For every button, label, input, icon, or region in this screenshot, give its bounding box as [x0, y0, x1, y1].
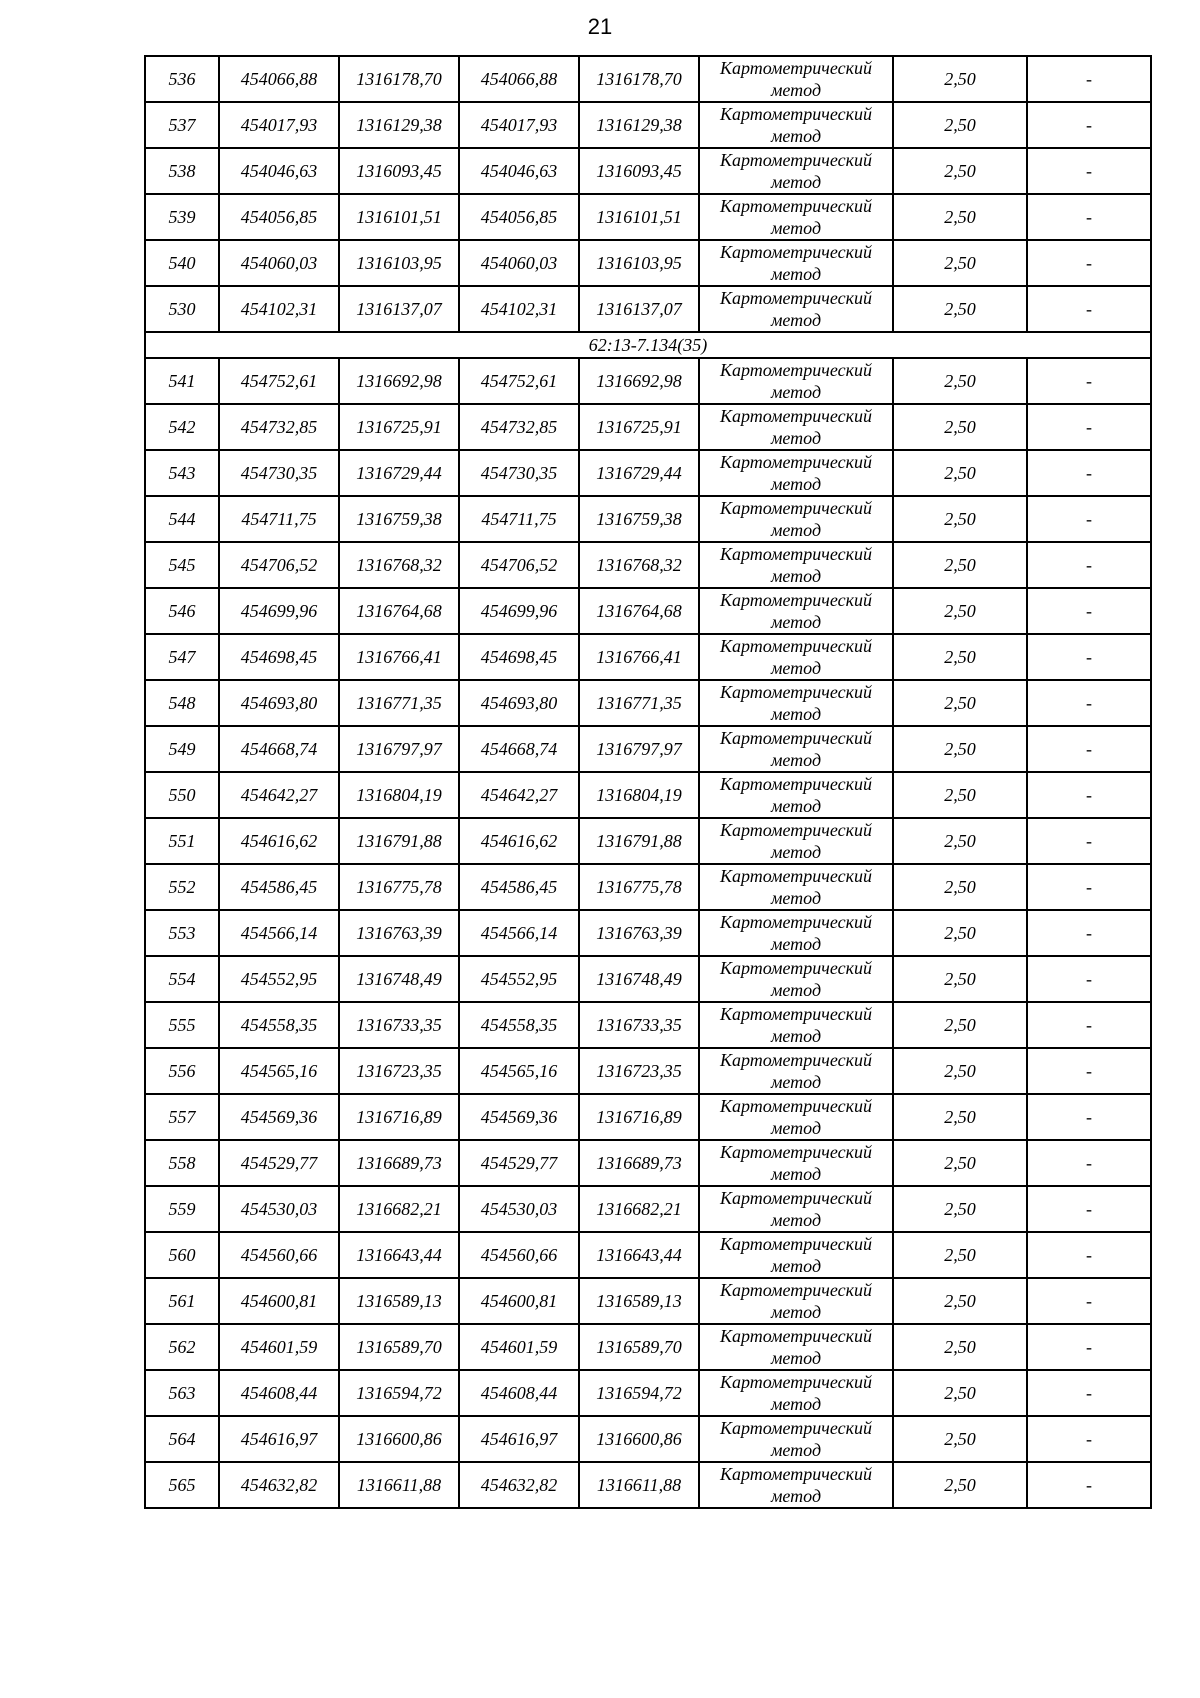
note-cell: -: [1027, 450, 1151, 496]
y-new-cell: 1316804,19: [579, 772, 699, 818]
accuracy-cell: 2,50: [893, 818, 1027, 864]
y-new-cell: 1316725,91: [579, 404, 699, 450]
table-row: [145, 1232, 1151, 1278]
table-row: [145, 772, 1151, 818]
accuracy-cell: 2,50: [893, 1416, 1027, 1462]
x-new-cell: 454600,81: [459, 1278, 579, 1324]
method-cell: Картометрический метод: [699, 148, 893, 194]
point-number-cell: 564: [145, 1416, 219, 1462]
table-row: [145, 496, 1151, 542]
accuracy-cell: 2,50: [893, 1140, 1027, 1186]
note-cell: -: [1027, 1462, 1151, 1508]
x-existing-cell: 454698,45: [219, 634, 339, 680]
y-new-cell: 1316733,35: [579, 1002, 699, 1048]
note-cell: -: [1027, 1416, 1151, 1462]
y-new-cell: 1316589,70: [579, 1324, 699, 1370]
table-row: [145, 956, 1151, 1002]
y-existing-cell: 1316716,89: [339, 1094, 459, 1140]
x-existing-cell: 454060,03: [219, 240, 339, 286]
note-cell: -: [1027, 56, 1151, 102]
y-existing-cell: 1316797,97: [339, 726, 459, 772]
y-new-cell: 1316729,44: [579, 450, 699, 496]
table-row: [145, 1140, 1151, 1186]
x-new-cell: 454056,85: [459, 194, 579, 240]
table-row: [145, 1324, 1151, 1370]
x-existing-cell: 454693,80: [219, 680, 339, 726]
y-existing-cell: 1316594,72: [339, 1370, 459, 1416]
point-number-cell: 557: [145, 1094, 219, 1140]
x-existing-cell: 454056,85: [219, 194, 339, 240]
x-new-cell: 454642,27: [459, 772, 579, 818]
note-cell: -: [1027, 818, 1151, 864]
y-new-cell: 1316682,21: [579, 1186, 699, 1232]
method-cell: Картометрический метод: [699, 450, 893, 496]
point-number-cell: 543: [145, 450, 219, 496]
x-existing-cell: 454706,52: [219, 542, 339, 588]
y-new-cell: 1316764,68: [579, 588, 699, 634]
y-existing-cell: 1316766,41: [339, 634, 459, 680]
y-new-cell: 1316797,97: [579, 726, 699, 772]
method-cell: Картометрический метод: [699, 680, 893, 726]
table-row: [145, 542, 1151, 588]
point-number-cell: 546: [145, 588, 219, 634]
accuracy-cell: 2,50: [893, 1462, 1027, 1508]
method-cell: Картометрический метод: [699, 634, 893, 680]
y-new-cell: 1316759,38: [579, 496, 699, 542]
table-row: [145, 102, 1151, 148]
accuracy-cell: 2,50: [893, 542, 1027, 588]
x-new-cell: 454608,44: [459, 1370, 579, 1416]
x-existing-cell: 454566,14: [219, 910, 339, 956]
y-existing-cell: 1316600,86: [339, 1416, 459, 1462]
point-number-cell: 549: [145, 726, 219, 772]
accuracy-cell: 2,50: [893, 240, 1027, 286]
point-number-cell: 536: [145, 56, 219, 102]
x-new-cell: 454060,03: [459, 240, 579, 286]
x-existing-cell: 454616,62: [219, 818, 339, 864]
x-new-cell: 454699,96: [459, 588, 579, 634]
x-existing-cell: 454616,97: [219, 1416, 339, 1462]
note-cell: -: [1027, 864, 1151, 910]
point-number-cell: 552: [145, 864, 219, 910]
point-number-cell: 540: [145, 240, 219, 286]
table-row: [145, 286, 1151, 332]
method-cell: Картометрический метод: [699, 102, 893, 148]
accuracy-cell: 2,50: [893, 1094, 1027, 1140]
x-new-cell: 454560,66: [459, 1232, 579, 1278]
note-cell: -: [1027, 910, 1151, 956]
table-row: [145, 588, 1151, 634]
note-cell: -: [1027, 772, 1151, 818]
accuracy-cell: 2,50: [893, 1324, 1027, 1370]
table-row: [145, 56, 1151, 102]
x-new-cell: 454711,75: [459, 496, 579, 542]
method-cell: Картометрический метод: [699, 864, 893, 910]
y-new-cell: 1316791,88: [579, 818, 699, 864]
note-cell: -: [1027, 102, 1151, 148]
method-cell: Картометрический метод: [699, 56, 893, 102]
table-row: [145, 680, 1151, 726]
x-existing-cell: 454046,63: [219, 148, 339, 194]
table-row: [145, 864, 1151, 910]
y-new-cell: 1316101,51: [579, 194, 699, 240]
point-number-cell: 553: [145, 910, 219, 956]
x-existing-cell: 454711,75: [219, 496, 339, 542]
x-new-cell: 454732,85: [459, 404, 579, 450]
y-existing-cell: 1316729,44: [339, 450, 459, 496]
x-new-cell: 454616,97: [459, 1416, 579, 1462]
method-cell: Картометрический метод: [699, 588, 893, 634]
accuracy-cell: 2,50: [893, 56, 1027, 102]
point-number-cell: 530: [145, 286, 219, 332]
section-row: [145, 332, 1151, 358]
point-number-cell: 560: [145, 1232, 219, 1278]
note-cell: -: [1027, 496, 1151, 542]
table-row: [145, 910, 1151, 956]
y-existing-cell: 1316682,21: [339, 1186, 459, 1232]
x-new-cell: 454529,77: [459, 1140, 579, 1186]
table-row: [145, 1416, 1151, 1462]
point-number-cell: 547: [145, 634, 219, 680]
y-existing-cell: 1316103,95: [339, 240, 459, 286]
method-cell: Картометрический метод: [699, 496, 893, 542]
y-existing-cell: 1316775,78: [339, 864, 459, 910]
section-label: 62:13-7.134(35): [145, 332, 1151, 358]
y-new-cell: 1316716,89: [579, 1094, 699, 1140]
table-row: [145, 634, 1151, 680]
y-new-cell: 1316594,72: [579, 1370, 699, 1416]
point-number-cell: 538: [145, 148, 219, 194]
point-number-cell: 558: [145, 1140, 219, 1186]
y-existing-cell: 1316791,88: [339, 818, 459, 864]
accuracy-cell: 2,50: [893, 1232, 1027, 1278]
note-cell: -: [1027, 240, 1151, 286]
method-cell: Картометрический метод: [699, 772, 893, 818]
accuracy-cell: 2,50: [893, 194, 1027, 240]
method-cell: Картометрический метод: [699, 1370, 893, 1416]
method-cell: Картометрический метод: [699, 726, 893, 772]
table-row: [145, 404, 1151, 450]
note-cell: -: [1027, 956, 1151, 1002]
y-existing-cell: 1316589,70: [339, 1324, 459, 1370]
x-new-cell: 454530,03: [459, 1186, 579, 1232]
point-number-cell: 542: [145, 404, 219, 450]
y-existing-cell: 1316137,07: [339, 286, 459, 332]
y-existing-cell: 1316689,73: [339, 1140, 459, 1186]
accuracy-cell: 2,50: [893, 1370, 1027, 1416]
accuracy-cell: 2,50: [893, 148, 1027, 194]
method-cell: Картометрический метод: [699, 818, 893, 864]
point-number-cell: 550: [145, 772, 219, 818]
x-existing-cell: 454752,61: [219, 358, 339, 404]
x-new-cell: 454586,45: [459, 864, 579, 910]
table-row: [145, 1462, 1151, 1508]
x-existing-cell: 454102,31: [219, 286, 339, 332]
y-existing-cell: 1316733,35: [339, 1002, 459, 1048]
x-new-cell: 454565,16: [459, 1048, 579, 1094]
point-number-cell: 556: [145, 1048, 219, 1094]
note-cell: -: [1027, 286, 1151, 332]
y-new-cell: 1316137,07: [579, 286, 699, 332]
point-number-cell: 565: [145, 1462, 219, 1508]
point-number-cell: 559: [145, 1186, 219, 1232]
x-new-cell: 454698,45: [459, 634, 579, 680]
method-cell: Картометрический метод: [699, 286, 893, 332]
x-new-cell: 454017,93: [459, 102, 579, 148]
accuracy-cell: 2,50: [893, 404, 1027, 450]
y-existing-cell: 1316101,51: [339, 194, 459, 240]
method-cell: Картометрический метод: [699, 1094, 893, 1140]
table-row: [145, 358, 1151, 404]
method-cell: Картометрический метод: [699, 542, 893, 588]
table-row: [145, 1186, 1151, 1232]
x-new-cell: 454693,80: [459, 680, 579, 726]
accuracy-cell: 2,50: [893, 726, 1027, 772]
x-new-cell: 454601,59: [459, 1324, 579, 1370]
accuracy-cell: 2,50: [893, 634, 1027, 680]
x-new-cell: 454552,95: [459, 956, 579, 1002]
y-existing-cell: 1316611,88: [339, 1462, 459, 1508]
point-number-cell: 562: [145, 1324, 219, 1370]
y-existing-cell: 1316759,38: [339, 496, 459, 542]
y-existing-cell: 1316589,13: [339, 1278, 459, 1324]
point-number-cell: 541: [145, 358, 219, 404]
method-cell: Картометрический метод: [699, 1462, 893, 1508]
note-cell: -: [1027, 1278, 1151, 1324]
note-cell: -: [1027, 404, 1151, 450]
method-cell: Картометрический метод: [699, 1048, 893, 1094]
y-new-cell: 1316600,86: [579, 1416, 699, 1462]
coordinates-table: [144, 55, 1152, 1509]
y-new-cell: 1316766,41: [579, 634, 699, 680]
x-new-cell: 454752,61: [459, 358, 579, 404]
note-cell: -: [1027, 680, 1151, 726]
note-cell: -: [1027, 588, 1151, 634]
x-existing-cell: 454632,82: [219, 1462, 339, 1508]
y-new-cell: 1316763,39: [579, 910, 699, 956]
point-number-cell: 561: [145, 1278, 219, 1324]
y-new-cell: 1316748,49: [579, 956, 699, 1002]
x-existing-cell: 454017,93: [219, 102, 339, 148]
x-new-cell: 454102,31: [459, 286, 579, 332]
note-cell: -: [1027, 634, 1151, 680]
table-row: [145, 1370, 1151, 1416]
method-cell: Картометрический метод: [699, 1278, 893, 1324]
point-number-cell: 551: [145, 818, 219, 864]
x-existing-cell: 454565,16: [219, 1048, 339, 1094]
x-new-cell: 454668,74: [459, 726, 579, 772]
note-cell: -: [1027, 1186, 1151, 1232]
page-number: 21: [587, 14, 613, 39]
x-new-cell: 454569,36: [459, 1094, 579, 1140]
x-existing-cell: 454558,35: [219, 1002, 339, 1048]
y-existing-cell: 1316692,98: [339, 358, 459, 404]
accuracy-cell: 2,50: [893, 680, 1027, 726]
x-new-cell: 454730,35: [459, 450, 579, 496]
table-row: [145, 240, 1151, 286]
note-cell: -: [1027, 1370, 1151, 1416]
x-existing-cell: 454600,81: [219, 1278, 339, 1324]
table-row: [145, 194, 1151, 240]
x-existing-cell: 454529,77: [219, 1140, 339, 1186]
table-row: [145, 1048, 1151, 1094]
point-number-cell: 537: [145, 102, 219, 148]
method-cell: Картометрический метод: [699, 1232, 893, 1278]
y-existing-cell: 1316748,49: [339, 956, 459, 1002]
accuracy-cell: 2,50: [893, 864, 1027, 910]
note-cell: -: [1027, 1140, 1151, 1186]
note-cell: -: [1027, 148, 1151, 194]
table-row: [145, 1278, 1151, 1324]
accuracy-cell: 2,50: [893, 910, 1027, 956]
y-existing-cell: 1316129,38: [339, 102, 459, 148]
accuracy-cell: 2,50: [893, 450, 1027, 496]
note-cell: -: [1027, 542, 1151, 588]
point-number-cell: 539: [145, 194, 219, 240]
method-cell: Картометрический метод: [699, 1002, 893, 1048]
note-cell: -: [1027, 358, 1151, 404]
y-existing-cell: 1316804,19: [339, 772, 459, 818]
note-cell: -: [1027, 1324, 1151, 1370]
y-new-cell: 1316178,70: [579, 56, 699, 102]
x-new-cell: 454706,52: [459, 542, 579, 588]
x-existing-cell: 454586,45: [219, 864, 339, 910]
y-new-cell: 1316129,38: [579, 102, 699, 148]
method-cell: Картометрический метод: [699, 404, 893, 450]
x-new-cell: 454066,88: [459, 56, 579, 102]
x-existing-cell: 454730,35: [219, 450, 339, 496]
y-existing-cell: 1316725,91: [339, 404, 459, 450]
x-existing-cell: 454601,59: [219, 1324, 339, 1370]
note-cell: -: [1027, 1232, 1151, 1278]
method-cell: Картометрический метод: [699, 358, 893, 404]
y-existing-cell: 1316178,70: [339, 56, 459, 102]
note-cell: -: [1027, 726, 1151, 772]
y-existing-cell: 1316763,39: [339, 910, 459, 956]
y-new-cell: 1316611,88: [579, 1462, 699, 1508]
point-number-cell: 555: [145, 1002, 219, 1048]
x-new-cell: 454558,35: [459, 1002, 579, 1048]
note-cell: -: [1027, 1002, 1151, 1048]
y-new-cell: 1316093,45: [579, 148, 699, 194]
accuracy-cell: 2,50: [893, 588, 1027, 634]
table-row: [145, 1002, 1151, 1048]
point-number-cell: 544: [145, 496, 219, 542]
x-existing-cell: 454668,74: [219, 726, 339, 772]
y-new-cell: 1316771,35: [579, 680, 699, 726]
y-existing-cell: 1316768,32: [339, 542, 459, 588]
accuracy-cell: 2,50: [893, 358, 1027, 404]
accuracy-cell: 2,50: [893, 1278, 1027, 1324]
x-existing-cell: 454732,85: [219, 404, 339, 450]
x-existing-cell: 454699,96: [219, 588, 339, 634]
y-new-cell: 1316723,35: [579, 1048, 699, 1094]
point-number-cell: 548: [145, 680, 219, 726]
y-existing-cell: 1316723,35: [339, 1048, 459, 1094]
method-cell: Картометрический метод: [699, 1140, 893, 1186]
accuracy-cell: 2,50: [893, 102, 1027, 148]
accuracy-cell: 2,50: [893, 1048, 1027, 1094]
y-existing-cell: 1316093,45: [339, 148, 459, 194]
x-existing-cell: 454552,95: [219, 956, 339, 1002]
table-row: [145, 148, 1151, 194]
note-cell: -: [1027, 1048, 1151, 1094]
x-existing-cell: 454569,36: [219, 1094, 339, 1140]
x-new-cell: 454566,14: [459, 910, 579, 956]
x-new-cell: 454632,82: [459, 1462, 579, 1508]
method-cell: Картометрический метод: [699, 1324, 893, 1370]
method-cell: Картометрический метод: [699, 1186, 893, 1232]
point-number-cell: 563: [145, 1370, 219, 1416]
y-existing-cell: 1316764,68: [339, 588, 459, 634]
method-cell: Картометрический метод: [699, 956, 893, 1002]
y-new-cell: 1316643,44: [579, 1232, 699, 1278]
y-new-cell: 1316589,13: [579, 1278, 699, 1324]
note-cell: -: [1027, 194, 1151, 240]
method-cell: Картометрический метод: [699, 240, 893, 286]
y-new-cell: 1316692,98: [579, 358, 699, 404]
accuracy-cell: 2,50: [893, 772, 1027, 818]
table-row: [145, 1094, 1151, 1140]
method-cell: Картометрический метод: [699, 194, 893, 240]
y-new-cell: 1316768,32: [579, 542, 699, 588]
accuracy-cell: 2,50: [893, 496, 1027, 542]
x-existing-cell: 454560,66: [219, 1232, 339, 1278]
table-row: [145, 450, 1151, 496]
point-number-cell: 554: [145, 956, 219, 1002]
accuracy-cell: 2,50: [893, 956, 1027, 1002]
y-existing-cell: 1316771,35: [339, 680, 459, 726]
table-row: [145, 726, 1151, 772]
y-new-cell: 1316103,95: [579, 240, 699, 286]
x-existing-cell: 454642,27: [219, 772, 339, 818]
note-cell: -: [1027, 1094, 1151, 1140]
y-new-cell: 1316689,73: [579, 1140, 699, 1186]
method-cell: Картометрический метод: [699, 1416, 893, 1462]
table-body: [145, 56, 1151, 1508]
point-number-cell: 545: [145, 542, 219, 588]
y-new-cell: 1316775,78: [579, 864, 699, 910]
x-existing-cell: 454608,44: [219, 1370, 339, 1416]
accuracy-cell: 2,50: [893, 1002, 1027, 1048]
x-existing-cell: 454530,03: [219, 1186, 339, 1232]
x-existing-cell: 454066,88: [219, 56, 339, 102]
accuracy-cell: 2,50: [893, 1186, 1027, 1232]
table-row: [145, 818, 1151, 864]
accuracy-cell: 2,50: [893, 286, 1027, 332]
y-existing-cell: 1316643,44: [339, 1232, 459, 1278]
method-cell: Картометрический метод: [699, 910, 893, 956]
x-new-cell: 454046,63: [459, 148, 579, 194]
x-new-cell: 454616,62: [459, 818, 579, 864]
